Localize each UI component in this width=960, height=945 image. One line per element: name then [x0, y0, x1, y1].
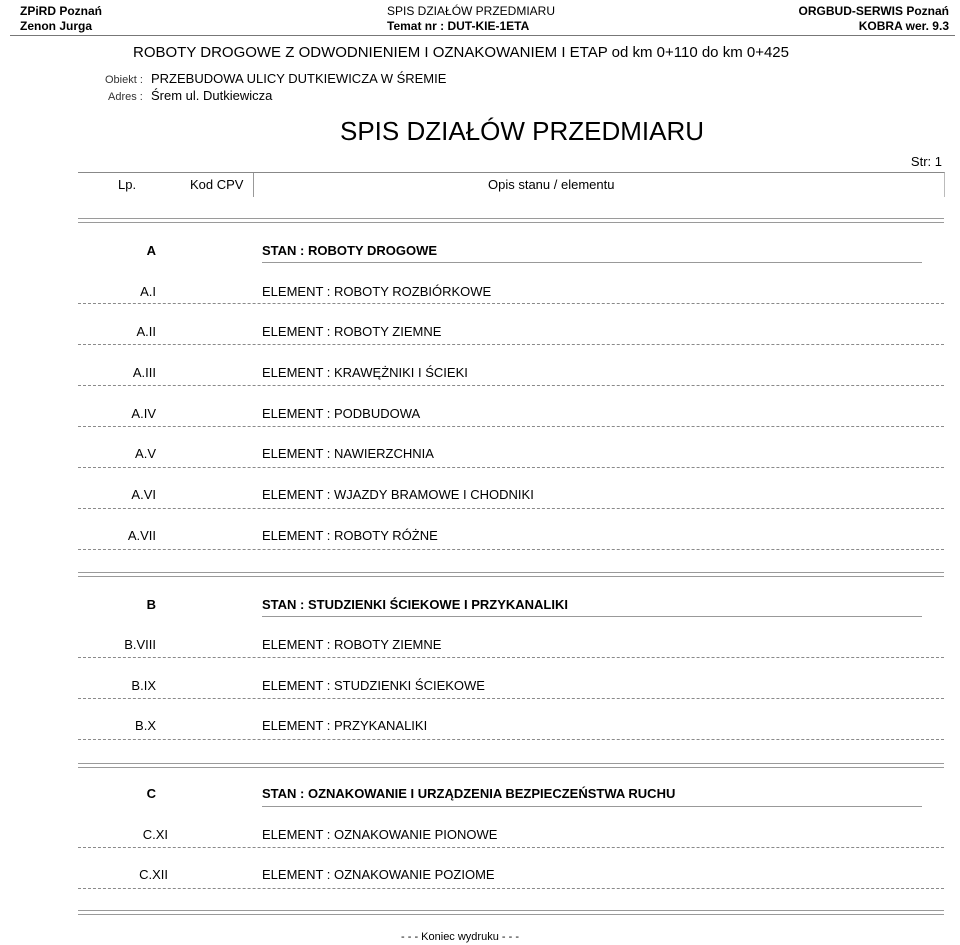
element-title: ELEMENT : ROBOTY ZIEMNE	[262, 324, 442, 339]
element-title: ELEMENT : PODBUDOWA	[262, 406, 421, 421]
element-lp: A.IV	[131, 406, 156, 421]
column-code: Kod CPV	[190, 177, 244, 192]
object-label: Obiekt :	[105, 74, 143, 86]
element-lp: C.XI	[142, 827, 168, 842]
row-divider	[78, 467, 944, 468]
page-title: SPIS DZIAŁÓW PRZEDMIARU	[340, 116, 705, 146]
column-lp: Lp.	[118, 177, 137, 192]
element-title: ELEMENT : ROBOTY ZIEMNE	[262, 637, 442, 652]
element-title: ELEMENT : OZNAKOWANIE POZIOME	[262, 867, 495, 882]
end-of-printout: - - - Koniec wydruku - - -	[401, 931, 519, 943]
section-lp: B	[146, 597, 156, 612]
element-lp: A.III	[132, 365, 156, 380]
section-title: STAN : STUDZIENKI ŚCIEKOWE I PRZYKANALIKI	[262, 597, 568, 612]
header-doc-title: SPIS DZIAŁÓW PRZEDMIARU	[387, 4, 556, 18]
section-rule	[78, 572, 944, 573]
project-title: ROBOTY DROGOWE Z ODWODNIENIEM I OZNAKOWANIEM I ETAP od km 0+110 do km 0+425	[133, 44, 789, 61]
row-divider	[78, 426, 944, 427]
element-title: ELEMENT : KRAWĘŻNIKI I ŚCIEKI	[262, 365, 468, 380]
column-description: Opis stanu / elementu	[488, 177, 615, 192]
section-lp: A	[146, 243, 156, 258]
element-lp: A.I	[140, 284, 156, 299]
section-underline	[262, 616, 922, 617]
section-lp: C	[146, 786, 156, 801]
element-lp: A.II	[136, 324, 156, 339]
section-title: STAN : OZNAKOWANIE I URZĄDZENIA BEZPIECZEŃSTWA RUCHU	[262, 786, 676, 801]
row-divider	[78, 344, 944, 345]
header-software-vendor: ORGBUD-SERWIS Poznań	[798, 4, 949, 18]
section-rule	[78, 763, 944, 764]
element-lp: B.IX	[131, 678, 156, 693]
element-lp: A.VI	[131, 487, 156, 502]
row-divider	[78, 847, 944, 848]
section-title: STAN : ROBOTY DROGOWE	[262, 243, 438, 258]
header-rule	[10, 35, 955, 36]
page-number: Str: 1	[910, 154, 942, 169]
row-divider	[78, 303, 944, 304]
object-value: PRZEBUDOWA ULICY DUTKIEWICZA W ŚREMIE	[151, 71, 447, 86]
element-title: ELEMENT : ROBOTY RÓŻNE	[262, 528, 438, 543]
element-title: ELEMENT : PRZYKANALIKI	[262, 718, 428, 733]
row-divider	[78, 739, 944, 740]
element-lp: B.X	[135, 718, 156, 733]
row-divider	[78, 698, 944, 699]
section-rule	[78, 222, 944, 223]
header-company: ZPiRD Poznań	[20, 4, 103, 18]
element-title: ELEMENT : OZNAKOWANIE PIONOWE	[262, 827, 498, 842]
section-rule	[78, 767, 944, 768]
row-divider	[78, 657, 944, 658]
header-author: Zenon Jurga	[20, 19, 93, 33]
footer-rule	[78, 910, 944, 911]
element-lp: C.XII	[139, 867, 168, 882]
address-value: Śrem ul. Dutkiewicza	[151, 88, 273, 103]
header-topic: Temat nr : DUT-KIE-1ETA	[387, 19, 530, 33]
footer-rule	[78, 914, 944, 915]
header-software-version: KOBRA wer. 9.3	[858, 19, 949, 33]
section-underline	[262, 806, 922, 807]
section-rule	[78, 576, 944, 577]
section-rule	[78, 218, 944, 219]
row-divider	[78, 508, 944, 509]
element-lp: B.VIII	[124, 637, 156, 652]
element-title: ELEMENT : NAWIERZCHNIA	[262, 446, 434, 461]
address-label: Adres :	[108, 91, 143, 103]
row-divider	[78, 549, 944, 550]
element-lp: A.V	[135, 446, 156, 461]
row-divider	[78, 888, 944, 889]
row-divider	[78, 385, 944, 386]
element-title: ELEMENT : ROBOTY ROZBIÓRKOWE	[262, 284, 492, 299]
element-lp: A.VII	[127, 528, 156, 543]
element-title: ELEMENT : STUDZIENKI ŚCIEKOWE	[262, 678, 485, 693]
element-title: ELEMENT : WJAZDY BRAMOWE I CHODNIKI	[262, 487, 534, 502]
section-underline	[262, 262, 922, 263]
